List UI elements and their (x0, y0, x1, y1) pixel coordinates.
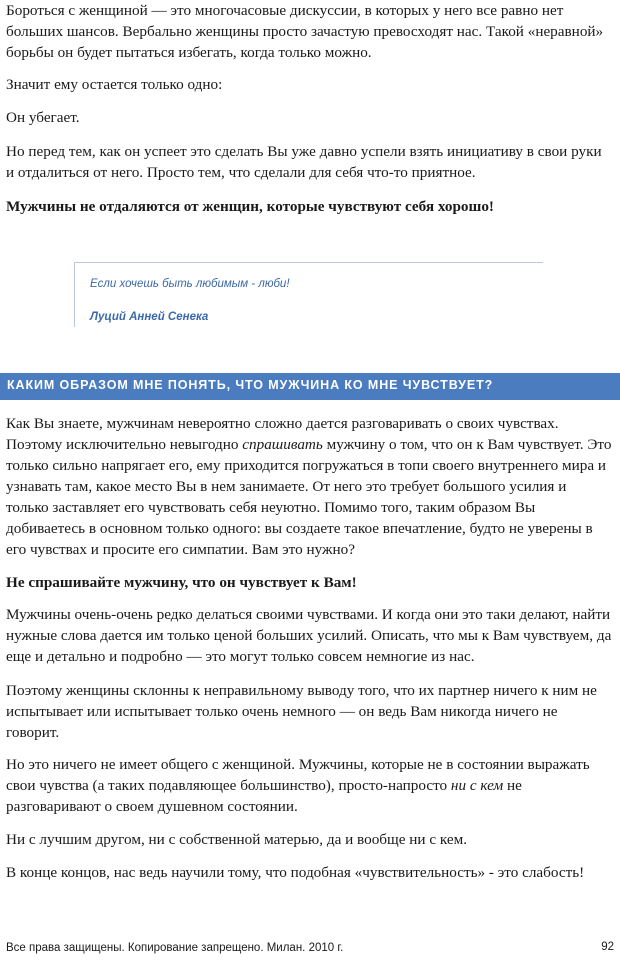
section-heading-bar (0, 373, 620, 400)
paragraph-12: В конце концов, нас ведь научили тому, что подобная «чувствительность» - это слабость! (6, 864, 585, 881)
page-number: 92 (601, 941, 614, 953)
paragraph-6-part-b: мужчину о том, что он к Вам чувствует. Это только сильно напрягает его, ему приходится погружаться в топи своего внутреннего мира и узнавать там, какое место Вы в нем занимаете. От него это требует большого усилия и только заставляет его чувствовать себя неуютно. Помимо того, таким образом Вы добиваетесь в основном только одного: вы создаете такое впечатление, будто не уверены в его чувствах и просите его симпатии. Вам это нужно? (6, 436, 612, 558)
paragraph-11: Ни с лучшим другом, ни с собственной матерью, да и вообще ни с кем. (6, 831, 468, 848)
paragraph-10-emphasis: ни с кем (450, 777, 504, 794)
section-heading: КАКИМ ОБРАЗОМ МНЕ ПОНЯТЬ, ЧТО МУЖЧИНА КО МНЕ ЧУВСТВУЕТ? (7, 378, 494, 392)
quote-author: Луций Анней Сенека (90, 311, 209, 323)
paragraph-6-part-a: Как Вы знаете, мужчинам невероятно сложно дается разговаривать о своих чувствах. Поэтому исключительно невыгодно (6, 415, 559, 453)
paragraph-2: Значит ему остается только одно: (6, 76, 223, 93)
paragraph-5-bold: Мужчины не отдаляются от женщин, которые чувствуют себя хорошо! (6, 198, 494, 215)
paragraph-1: Бороться с женщиной — это многочасовые дискуссии, в которых у него все равно нет больших шансов. Вербально женщины просто зачастую превосходят нас. Такой «неравной» борьбы он будет пытаться избегать, когда только можно. (6, 2, 604, 61)
paragraph-7-bold: Не спрашивайте мужчину, что он чувствует к Вам! (6, 574, 357, 591)
quote-text: Если хочешь быть любимым - люби! (90, 278, 290, 290)
paragraph-8: Мужчины очень-очень редко делаться своими чувствами. И когда они это таки делают, найти нужные слова дается им только ценой больших усилий. Описать, что мы к Вам чувствуем, да еще и детально и подробно — это могут только совсем немногие из нас. (6, 606, 612, 665)
paragraph-3: Он убегает. (6, 109, 80, 126)
paragraph-10 (6, 754, 612, 817)
paragraph-6-emphasis: спрашивать (242, 436, 323, 453)
paragraph-6 (6, 413, 612, 560)
paragraph-10-part-a: Но это ничего не имеет общего с женщиной. Мужчины, которые не в состоянии выражать свои чувства (а таких подавляющее большинство), просто-напросто (6, 756, 590, 794)
quote-box (74, 262, 543, 327)
paragraph-4: Но перед тем, как он успеет это сделать Вы уже давно успели взять инициативу в свои руки и отдалиться от него. Просто тем, что сделали для себя что-то приятное. (6, 143, 602, 181)
paragraph-10-part-b: не разговаривают о своем душевном состоянии. (6, 777, 522, 815)
footer-copyright: Все права защищены. Копирование запрещено. Милан. 2010 г. (6, 942, 344, 954)
paragraph-9: Поэтому женщины склонны к неправильному выводу того, что их партнер ничего к ним не испытывает или испытывает только очень немного — он ведь Вам никогда ничего не говорит. (6, 682, 597, 741)
